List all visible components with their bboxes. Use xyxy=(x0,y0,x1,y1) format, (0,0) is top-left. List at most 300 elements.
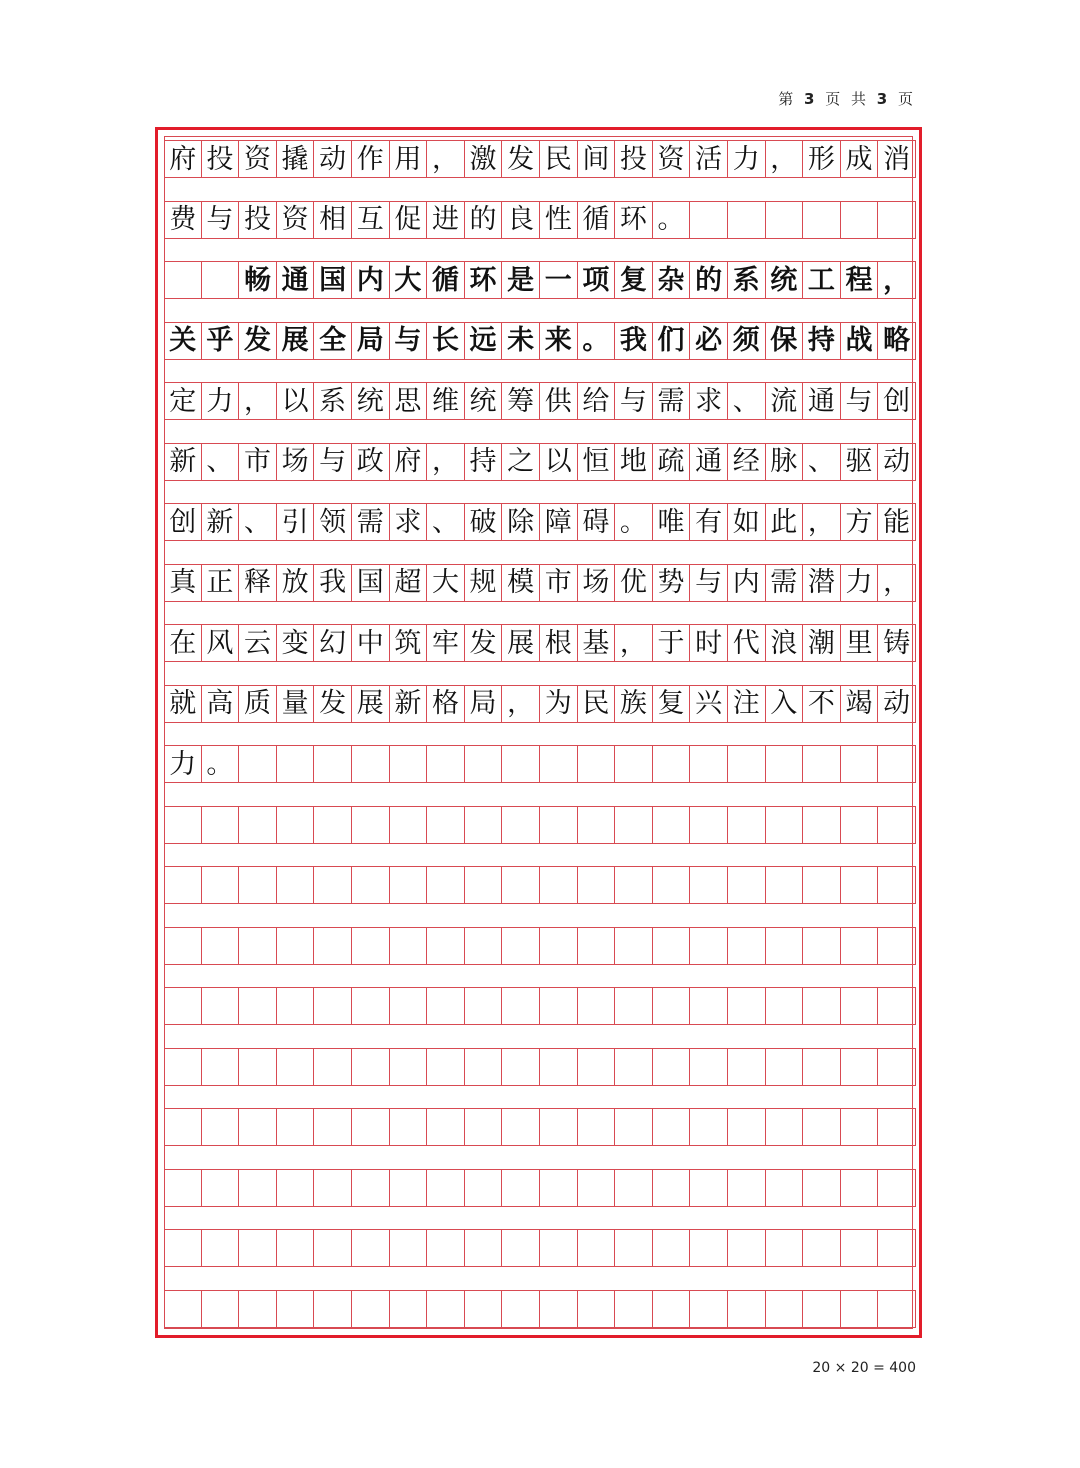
grid-cell: 之 xyxy=(502,444,540,480)
grid-cell: 我 xyxy=(314,565,352,601)
grid-cell xyxy=(427,928,465,964)
grid-cell: 于 xyxy=(653,625,691,661)
grid-cell xyxy=(427,807,465,843)
grid-cell: 。 xyxy=(615,504,653,540)
grid-cell xyxy=(277,746,315,782)
grid-cell: 内 xyxy=(728,565,766,601)
grid-cell xyxy=(653,807,691,843)
grid-cell: 资 xyxy=(653,141,691,177)
grid-cell: 循 xyxy=(578,202,616,238)
grid-cell xyxy=(653,928,691,964)
grid-cell xyxy=(239,1230,277,1266)
grid-cell: 国 xyxy=(352,565,390,601)
grid-cell xyxy=(878,746,916,782)
grid-row xyxy=(164,1108,916,1169)
grid-cell: 。 xyxy=(578,323,616,359)
header-suffix: 页 xyxy=(897,90,916,108)
grid-cell xyxy=(878,1291,916,1327)
grid-cell: 能 xyxy=(878,504,916,540)
grid-cell xyxy=(314,1049,352,1085)
grid-cell: 成 xyxy=(841,141,879,177)
grid-cell xyxy=(239,867,277,903)
grid-row xyxy=(164,987,916,1048)
grid-cell xyxy=(878,1230,916,1266)
grid-cell xyxy=(202,1049,240,1085)
grid-cell: 民 xyxy=(578,686,616,722)
grid-cell: 优 xyxy=(615,565,653,601)
grid-cell: 内 xyxy=(352,262,390,298)
grid-cell: 来 xyxy=(540,323,578,359)
grid-cell: 唯 xyxy=(653,504,691,540)
grid-cell: 有 xyxy=(690,504,728,540)
grid-cell xyxy=(615,867,653,903)
grid-cell xyxy=(502,1291,540,1327)
grid-cell xyxy=(390,928,428,964)
grid-cell: 中 xyxy=(352,625,390,661)
grid-cell xyxy=(540,1230,578,1266)
grid-row xyxy=(164,443,916,504)
grid-cell xyxy=(615,1291,653,1327)
grid-cell: 入 xyxy=(766,686,804,722)
grid-cell: 、 xyxy=(803,444,841,480)
grid-cell: 激 xyxy=(465,141,503,177)
grid-cell: 费 xyxy=(164,202,202,238)
grid-cell xyxy=(803,746,841,782)
grid-cell: 超 xyxy=(390,565,428,601)
grid-cell xyxy=(766,1109,804,1145)
grid-cell: 间 xyxy=(578,141,616,177)
grid-cell xyxy=(277,988,315,1024)
grid-cell: 项 xyxy=(578,262,616,298)
grid-cell: 民 xyxy=(540,141,578,177)
grid-cell xyxy=(728,1291,766,1327)
grid-cell: 质 xyxy=(239,686,277,722)
grid-cell xyxy=(465,1291,503,1327)
grid-cell xyxy=(615,807,653,843)
grid-row-cells xyxy=(164,927,916,965)
grid-cell xyxy=(314,1230,352,1266)
grid-cell xyxy=(314,1170,352,1206)
grid-row xyxy=(164,685,916,746)
grid-cell: 我 xyxy=(615,323,653,359)
grid-cell: 良 xyxy=(502,202,540,238)
grid-cell: 流 xyxy=(766,383,804,419)
grid-row xyxy=(164,745,916,806)
grid-cell: 复 xyxy=(653,686,691,722)
grid-cell: 复 xyxy=(615,262,653,298)
grid-row xyxy=(164,322,916,383)
grid-cell xyxy=(540,1109,578,1145)
grid-cell: 一 xyxy=(540,262,578,298)
grid-cell xyxy=(164,1109,202,1145)
grid-cell xyxy=(352,1109,390,1145)
grid-cell: 投 xyxy=(239,202,277,238)
grid-cell xyxy=(465,1170,503,1206)
total-pages: 3 xyxy=(876,90,891,108)
grid-cell xyxy=(803,807,841,843)
grid-cell xyxy=(427,988,465,1024)
grid-cell xyxy=(766,1049,804,1085)
grid-cell xyxy=(540,1170,578,1206)
grid-cell xyxy=(427,1170,465,1206)
grid-row xyxy=(164,1229,916,1290)
grid-cell: 幻 xyxy=(314,625,352,661)
grid-cell: 工 xyxy=(803,262,841,298)
grid-cell xyxy=(465,1049,503,1085)
grid-cell xyxy=(803,202,841,238)
grid-cell: 给 xyxy=(578,383,616,419)
grid-cell xyxy=(578,928,616,964)
grid-cell: 破 xyxy=(465,504,503,540)
grid-cell xyxy=(277,928,315,964)
grid-cell: 通 xyxy=(277,262,315,298)
grid-cell: 力 xyxy=(202,383,240,419)
grid-cell: 府 xyxy=(390,444,428,480)
grid-cell xyxy=(690,867,728,903)
grid-cell: 展 xyxy=(277,323,315,359)
grid-cell xyxy=(615,1230,653,1266)
grid-cell xyxy=(465,1109,503,1145)
grid-cell xyxy=(465,928,503,964)
grid-cell xyxy=(540,807,578,843)
grid-cell: 场 xyxy=(277,444,315,480)
grid-cell xyxy=(390,1291,428,1327)
grid-cell: ， xyxy=(878,565,916,601)
grid-cell xyxy=(352,807,390,843)
grid-row xyxy=(164,382,916,443)
grid-row-cells xyxy=(164,987,916,1025)
grid-cell xyxy=(803,867,841,903)
grid-row-cells xyxy=(164,140,916,178)
grid-cell xyxy=(803,1109,841,1145)
grid-cell xyxy=(502,988,540,1024)
grid-cell xyxy=(277,1291,315,1327)
grid-cell: 持 xyxy=(465,444,503,480)
grid-cell: 与 xyxy=(390,323,428,359)
grid-cell xyxy=(803,1049,841,1085)
grid-cell: 高 xyxy=(202,686,240,722)
grid-cell: 动 xyxy=(878,444,916,480)
grid-cell xyxy=(878,1109,916,1145)
grid-cell xyxy=(390,746,428,782)
grid-cell: 全 xyxy=(314,323,352,359)
grid-cell: 统 xyxy=(465,383,503,419)
grid-cell: 与 xyxy=(202,202,240,238)
character-count: 20 × 20 = 400 xyxy=(812,1360,916,1376)
grid-cell xyxy=(690,746,728,782)
grid-cell: 释 xyxy=(239,565,277,601)
grid-cell: 脉 xyxy=(766,444,804,480)
grid-cell xyxy=(803,928,841,964)
grid-cell: 创 xyxy=(164,504,202,540)
grid-cell: 投 xyxy=(202,141,240,177)
grid-cell: 基 xyxy=(578,625,616,661)
grid-row xyxy=(164,1048,916,1109)
grid-cell xyxy=(766,1170,804,1206)
grid-cell xyxy=(803,1230,841,1266)
grid-cell xyxy=(277,807,315,843)
grid-cell: 云 xyxy=(239,625,277,661)
grid-cell: 新 xyxy=(164,444,202,480)
grid-cell: 循 xyxy=(427,262,465,298)
grid-cell xyxy=(878,928,916,964)
grid-cell xyxy=(690,807,728,843)
page-number-header xyxy=(778,88,916,109)
grid-cell xyxy=(653,1049,691,1085)
manuscript-grid xyxy=(164,140,916,1350)
grid-cell xyxy=(690,1230,728,1266)
grid-cell: 注 xyxy=(728,686,766,722)
grid-cell: 动 xyxy=(878,686,916,722)
grid-cell: 。 xyxy=(202,746,240,782)
grid-cell xyxy=(239,746,277,782)
grid-cell: 资 xyxy=(239,141,277,177)
grid-cell xyxy=(653,867,691,903)
grid-cell: 需 xyxy=(653,383,691,419)
grid-cell xyxy=(352,1291,390,1327)
grid-cell: 统 xyxy=(352,383,390,419)
grid-cell: 兴 xyxy=(690,686,728,722)
grid-cell: 领 xyxy=(314,504,352,540)
current-page: 3 xyxy=(803,90,818,108)
grid-cell: 经 xyxy=(728,444,766,480)
grid-cell: 碍 xyxy=(578,504,616,540)
grid-cell xyxy=(540,746,578,782)
grid-row-cells xyxy=(164,1169,916,1207)
grid-cell xyxy=(803,988,841,1024)
grid-row-cells xyxy=(164,745,916,783)
grid-cell: 国 xyxy=(314,262,352,298)
grid-cell: 时 xyxy=(690,625,728,661)
grid-cell xyxy=(653,1109,691,1145)
grid-cell xyxy=(314,1291,352,1327)
grid-cell: 发 xyxy=(239,323,277,359)
grid-cell xyxy=(502,807,540,843)
grid-cell xyxy=(615,988,653,1024)
grid-cell: 如 xyxy=(728,504,766,540)
grid-cell: 需 xyxy=(766,565,804,601)
grid-cell xyxy=(841,988,879,1024)
grid-cell xyxy=(540,988,578,1024)
grid-cell: 统 xyxy=(766,262,804,298)
grid-row xyxy=(164,140,916,201)
grid-cell xyxy=(690,1170,728,1206)
grid-row xyxy=(164,503,916,564)
grid-cell: 此 xyxy=(766,504,804,540)
grid-cell xyxy=(766,1230,804,1266)
grid-cell xyxy=(390,1170,428,1206)
grid-cell: ， xyxy=(766,141,804,177)
grid-cell: 、 xyxy=(427,504,465,540)
grid-cell: 地 xyxy=(615,444,653,480)
grid-cell: 市 xyxy=(540,565,578,601)
grid-cell: 发 xyxy=(465,625,503,661)
grid-cell xyxy=(766,807,804,843)
grid-cell xyxy=(803,1170,841,1206)
grid-cell xyxy=(427,867,465,903)
grid-cell: 长 xyxy=(427,323,465,359)
grid-cell xyxy=(766,746,804,782)
grid-cell xyxy=(314,867,352,903)
grid-cell: 与 xyxy=(615,383,653,419)
grid-cell: 恒 xyxy=(578,444,616,480)
grid-cell: 、 xyxy=(728,383,766,419)
grid-cell xyxy=(615,1049,653,1085)
grid-cell xyxy=(690,1049,728,1085)
grid-row xyxy=(164,927,916,988)
grid-cell: 们 xyxy=(653,323,691,359)
grid-cell xyxy=(202,1230,240,1266)
header-prefix: 第 xyxy=(778,90,797,108)
grid-cell: 不 xyxy=(803,686,841,722)
grid-cell xyxy=(578,1291,616,1327)
grid-cell xyxy=(841,928,879,964)
grid-cell xyxy=(578,1049,616,1085)
grid-cell: 求 xyxy=(690,383,728,419)
grid-cell xyxy=(465,807,503,843)
grid-cell xyxy=(202,262,240,298)
grid-cell: 略 xyxy=(878,323,916,359)
grid-cell: ， xyxy=(803,504,841,540)
grid-cell: 大 xyxy=(427,565,465,601)
grid-cell xyxy=(728,1230,766,1266)
grid-cell xyxy=(202,928,240,964)
grid-cell: 乎 xyxy=(202,323,240,359)
grid-cell xyxy=(314,746,352,782)
grid-cell xyxy=(352,928,390,964)
grid-row-cells xyxy=(164,1229,916,1267)
grid-cell: 铸 xyxy=(878,625,916,661)
grid-cell xyxy=(578,988,616,1024)
grid-cell xyxy=(465,1230,503,1266)
grid-cell: 必 xyxy=(690,323,728,359)
grid-cell xyxy=(766,928,804,964)
grid-cell xyxy=(728,988,766,1024)
grid-cell xyxy=(239,1170,277,1206)
grid-cell xyxy=(314,807,352,843)
grid-cell xyxy=(841,807,879,843)
grid-cell: 潮 xyxy=(803,625,841,661)
grid-cell: 正 xyxy=(202,565,240,601)
grid-cell xyxy=(841,1170,879,1206)
grid-cell xyxy=(202,1291,240,1327)
grid-cell: 的 xyxy=(465,202,503,238)
grid-cell: 供 xyxy=(540,383,578,419)
grid-cell: 形 xyxy=(803,141,841,177)
grid-cell: 势 xyxy=(653,565,691,601)
grid-cell: 除 xyxy=(502,504,540,540)
grid-cell xyxy=(390,1049,428,1085)
grid-cell: 战 xyxy=(841,323,879,359)
grid-cell xyxy=(878,1170,916,1206)
grid-cell: 代 xyxy=(728,625,766,661)
grid-cell: 牢 xyxy=(427,625,465,661)
grid-cell xyxy=(239,807,277,843)
grid-cell xyxy=(427,1109,465,1145)
grid-row-cells xyxy=(164,866,916,904)
grid-cell xyxy=(390,867,428,903)
grid-cell xyxy=(502,1170,540,1206)
grid-cell: 风 xyxy=(202,625,240,661)
grid-row-cells xyxy=(164,1290,916,1328)
grid-cell xyxy=(202,867,240,903)
grid-cell xyxy=(841,1109,879,1145)
grid-cell xyxy=(878,807,916,843)
grid-cell: 为 xyxy=(540,686,578,722)
grid-cell xyxy=(728,746,766,782)
grid-cell xyxy=(728,202,766,238)
grid-cell xyxy=(540,1291,578,1327)
grid-cell: 放 xyxy=(277,565,315,601)
grid-cell xyxy=(690,1291,728,1327)
grid-cell: 相 xyxy=(314,202,352,238)
grid-cell xyxy=(653,988,691,1024)
grid-cell xyxy=(728,1170,766,1206)
grid-row-cells xyxy=(164,201,916,239)
grid-cell xyxy=(540,867,578,903)
grid-cell xyxy=(202,988,240,1024)
grid-cell xyxy=(502,746,540,782)
grid-cell: 市 xyxy=(239,444,277,480)
grid-cell: 以 xyxy=(540,444,578,480)
grid-cell: ， xyxy=(502,686,540,722)
grid-cell: 发 xyxy=(314,686,352,722)
grid-cell xyxy=(728,1049,766,1085)
grid-cell: 新 xyxy=(390,686,428,722)
grid-row-cells xyxy=(164,503,916,541)
grid-cell: 资 xyxy=(277,202,315,238)
grid-cell: ， xyxy=(878,262,916,298)
grid-cell: 思 xyxy=(390,383,428,419)
grid-cell xyxy=(653,1170,691,1206)
grid-cell: 远 xyxy=(465,323,503,359)
grid-cell xyxy=(164,262,202,298)
grid-cell: 潜 xyxy=(803,565,841,601)
grid-cell xyxy=(841,746,879,782)
grid-cell: 系 xyxy=(314,383,352,419)
grid-cell: 根 xyxy=(540,625,578,661)
grid-cell xyxy=(465,867,503,903)
grid-row xyxy=(164,1290,916,1351)
grid-cell xyxy=(578,746,616,782)
grid-cell xyxy=(164,1170,202,1206)
grid-cell: ， xyxy=(427,141,465,177)
grid-cell: 局 xyxy=(465,686,503,722)
grid-cell: 需 xyxy=(352,504,390,540)
grid-cell xyxy=(690,988,728,1024)
grid-cell: 通 xyxy=(803,383,841,419)
grid-cell xyxy=(766,988,804,1024)
grid-cell xyxy=(841,1049,879,1085)
grid-cell xyxy=(615,746,653,782)
grid-cell xyxy=(352,746,390,782)
grid-row-cells xyxy=(164,806,916,844)
grid-cell: 展 xyxy=(502,625,540,661)
grid-cell: 程 xyxy=(841,262,879,298)
grid-cell xyxy=(390,988,428,1024)
grid-cell: 与 xyxy=(690,565,728,601)
grid-cell xyxy=(314,988,352,1024)
grid-cell xyxy=(878,1049,916,1085)
grid-cell xyxy=(841,1230,879,1266)
grid-cell xyxy=(766,867,804,903)
grid-row-cells xyxy=(164,564,916,602)
grid-cell: 新 xyxy=(202,504,240,540)
grid-cell xyxy=(202,807,240,843)
grid-row xyxy=(164,624,916,685)
grid-cell xyxy=(502,867,540,903)
grid-cell: 格 xyxy=(427,686,465,722)
